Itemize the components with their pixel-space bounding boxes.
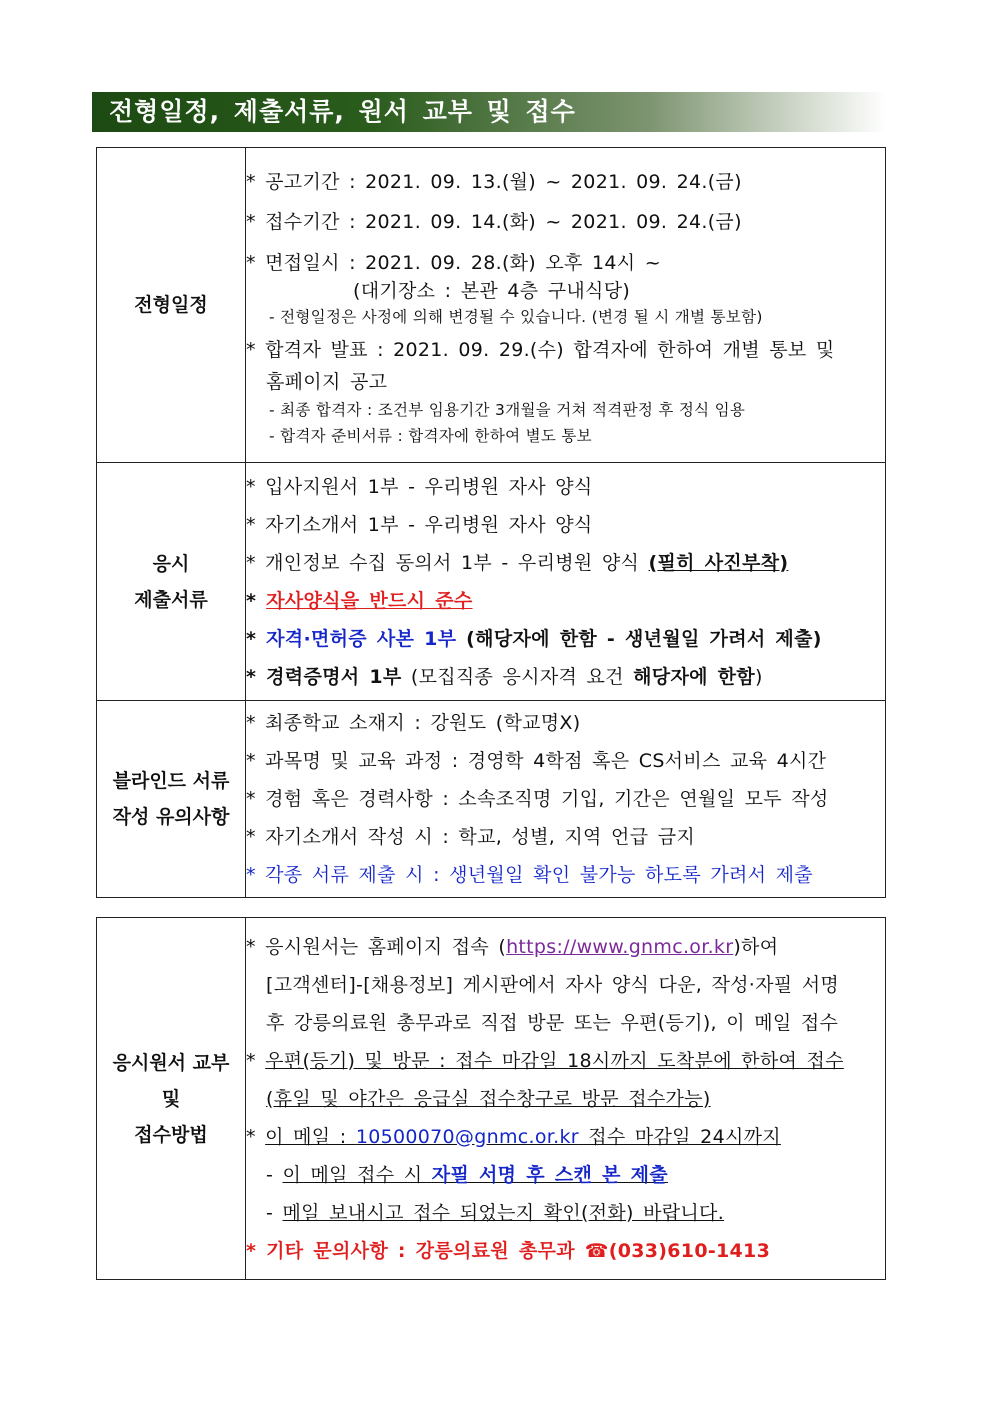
- final-note: - 최종 합격자 : 조건부 임용기간 3개월을 거쳐 적격판정 후 정식 임용: [269, 400, 746, 419]
- blind-label: 블라인드 서류 작성 유의사항: [97, 701, 246, 898]
- documents-label: 응시 제출서류: [97, 463, 246, 701]
- app-line-4: * 우편(등기) 및 방문 : 접수 마감일 18시까지 도착분에 한하여 접수: [246, 1049, 844, 1072]
- blind-item-3: * 경험 혹은 경력사항 : 소속조직명 기입, 기간은 연월일 모두 작성: [246, 788, 829, 810]
- blind-item-4: * 자기소개서 작성 시 : 학교, 성별, 지역 언급 금지: [246, 826, 696, 848]
- doc-item-4: * 자사양식을 반드시 준수: [246, 589, 473, 612]
- documents-content: [246, 463, 886, 701]
- docs-note: - 합격자 준비서류 : 합격자에 한하여 별도 통보: [269, 426, 592, 445]
- blind-item-1: * 최종학교 소재지 : 강원도 (학교명X): [246, 712, 581, 734]
- interview-place: (대기장소 : 본관 4층 구내식당): [353, 279, 631, 302]
- doc-item-2: * 자기소개서 1부 - 우리병원 자사 양식: [246, 513, 593, 536]
- doc-item-3: * 개인정보 수집 동의서 1부 - 우리병원 양식 (필히 사진부착): [246, 551, 789, 574]
- blind-row: [97, 701, 886, 898]
- application-table: [96, 917, 886, 1280]
- schedule-content: [246, 148, 886, 463]
- application-row: [97, 918, 886, 1280]
- schedule-label: 전형일정: [97, 148, 246, 463]
- announce-line-2: 홈페이지 공고: [266, 370, 388, 393]
- blind-content: [246, 701, 886, 898]
- app-line-2: [고객센터]-[채용정보] 게시판에서 자사 양식 다운, 작성·자필 서명: [266, 973, 840, 996]
- contact-line: * 기타 문의사항 : 강릉의료원 총무과 ☎(033)610-1413: [246, 1239, 771, 1262]
- homepage-link[interactable]: https://www.gnmc.or.kr: [506, 935, 734, 958]
- doc-item-5: * 자격·면허증 사본 1부 (해당자에 한함 - 생년월일 가려서 제출): [246, 627, 822, 650]
- blind-item-2: * 과목명 및 교육 과정 : 경영학 4학점 혹은 CS서비스 교육 4시간: [246, 750, 827, 772]
- documents-row: [97, 463, 886, 701]
- info-table: [96, 147, 886, 898]
- doc-item-6: * 경력증명서 1부 (모집직종 응시자격 요건 해당자에 한함): [246, 665, 763, 688]
- doc-item-1: * 입사지원서 1부 - 우리병원 자사 양식: [246, 475, 593, 498]
- interview-date: * 면접일시 : 2021. 09. 28.(화) 오후 14시 ~: [246, 251, 661, 274]
- app-line-1: * 응시원서는 홈페이지 접속 (https://www.gnmc.or.kr)하여: [246, 935, 779, 958]
- notice-period: * 공고기간 : 2021. 09. 13.(월) ~ 2021. 09. 24.(금): [246, 170, 742, 193]
- app-line-3: 후 강릉의료원 총무과로 직접 방문 또는 우편(등기), 이 메일 접수: [266, 1011, 839, 1034]
- interview-note: - 전형일정은 사정에 의해 변경될 수 있습니다. (변경 될 시 개별 통보함): [269, 307, 763, 326]
- section-banner: 전형일정, 제출서류, 원서 교부 및 접수: [92, 92, 886, 132]
- app-line-8: - 메일 보내시고 접수 되었는지 확인(전화) 바랍니다.: [266, 1201, 725, 1224]
- email-link[interactable]: 10500070@gnmc.or.kr: [355, 1125, 579, 1148]
- announce-line-1: * 합격자 발표 : 2021. 09. 29.(수) 합격자에 한하여 개별 통보 및: [246, 338, 835, 361]
- blind-item-5: * 각종 서류 제출 시 : 생년월일 확인 불가능 하도록 가려서 제출: [246, 864, 813, 886]
- app-line-7: - 이 메일 접수 시 자필 서명 후 스캔 본 제출: [266, 1163, 668, 1186]
- schedule-row: [97, 148, 886, 463]
- application-label: 응시원서 교부 및 접수방법: [97, 918, 246, 1280]
- app-line-5: (휴일 및 야간은 응급실 접수창구로 방문 접수가능): [266, 1087, 711, 1110]
- app-line-6: * 이 메일 : 10500070@gnmc.or.kr 접수 마감일 24시까지: [246, 1125, 781, 1148]
- application-content: [246, 918, 886, 1280]
- reception-period: * 접수기간 : 2021. 09. 14.(화) ~ 2021. 09. 24.(금): [246, 210, 742, 233]
